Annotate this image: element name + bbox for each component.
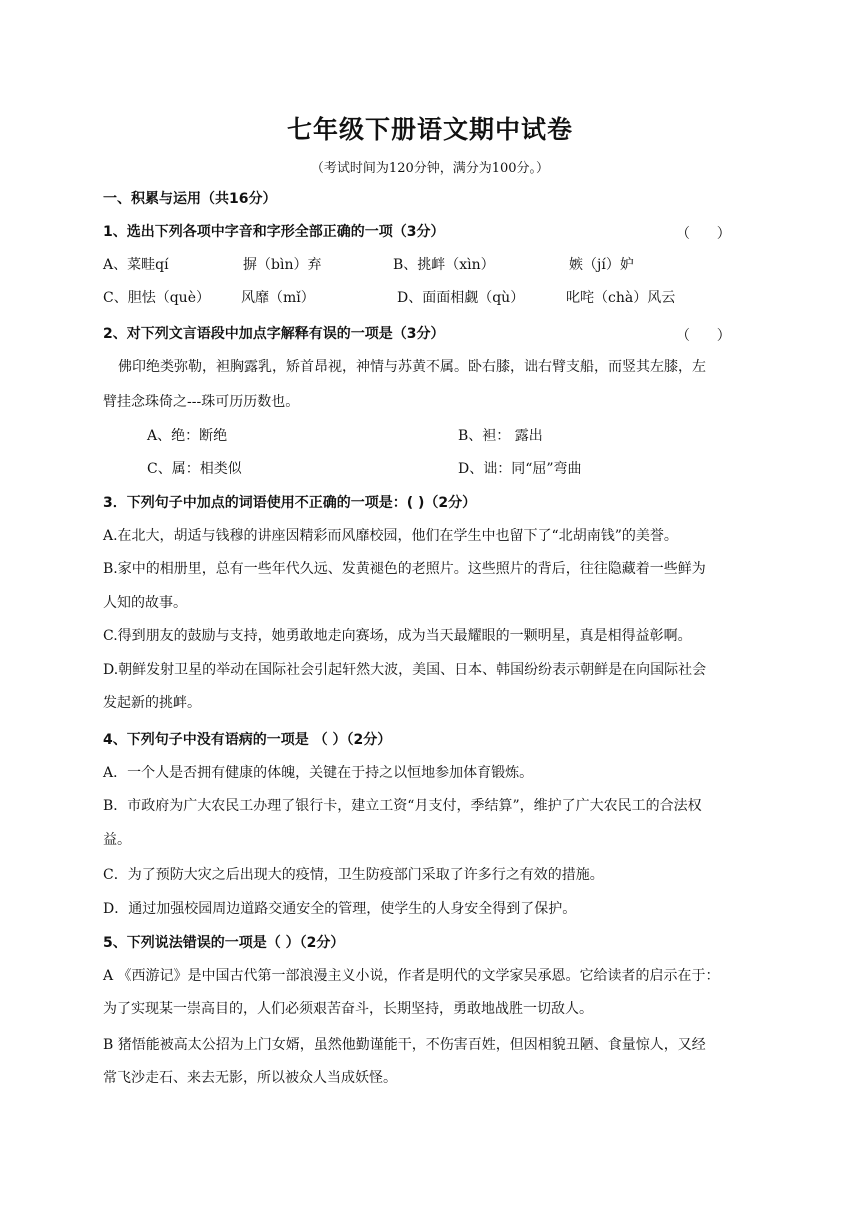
option-b-part2: 嫉（jí）妒: [569, 257, 634, 273]
option-b-line-2: 人知的故事。: [103, 595, 187, 611]
option-b-line-1: B．市政府为广大农民工办理了银行卡，建立工资“月支付，季结算”，维护了广大农民工的合法权: [103, 798, 702, 814]
option-b-part1: B、挑衅（xìn）: [393, 257, 495, 273]
option-b-line-2: 常飞沙走石、来去无影，所以被众人当成妖怪。: [103, 1070, 397, 1086]
option-b: B、袒： 露出: [458, 428, 543, 444]
answer-bracket: （ ）: [676, 226, 731, 242]
option-c: C．为了预防大灾之后出现大的疫情，卫生防疫部门采取了许多行之有效的措施。: [103, 867, 604, 883]
option-a: A．一个人是否拥有健康的体魄，关键在于持之以恒地参加体育锻炼。: [103, 765, 534, 781]
question-4-stem: 4、下列句子中没有语病的一项是 （ ）（2分）: [103, 732, 392, 748]
section-heading: 一、积累与运用（共16分）: [103, 191, 277, 207]
option-a-line-2: 为了实现某一崇高目的，人们必须艰苦奋斗，长期坚持，勇敢地战胜一切敌人。: [103, 1001, 593, 1017]
option-c: C.得到朋友的鼓励与支持，她勇敢地走向赛场，成为当天最耀眼的一颗明星，真是相得益彰啊。: [103, 628, 692, 644]
option-c: C、属：相类似: [147, 461, 242, 477]
option-d-part1: D、面面相觑（qù）: [397, 290, 525, 306]
option-a-part1: A、菜畦qí: [103, 257, 169, 273]
option-b-line-1: B 猪悟能被高太公招为上门女婿，虽然他勤谨能干，不伤害百姓，但因相貌丑陋、食量惊人，又经: [103, 1037, 706, 1053]
answer-bracket: （ ）: [676, 328, 731, 344]
option-b-line-1: B.家中的相册里，总有一些年代久远、发黄褪色的老照片。这些照片的背后，往往隐藏着一些鲜为: [103, 561, 706, 577]
option-c-part1: C、胆怯（què）: [103, 290, 210, 306]
question-2-stem: 2、对下列文言语段中加点字解释有误的一项是（3分）: [103, 326, 445, 342]
passage-line-2: 臂挂念珠倚之---珠可历历数也。: [103, 394, 300, 410]
question-5-stem: 5、下列说法错误的一项是（ ）（2分）: [103, 935, 345, 951]
option-d-line-2: 发起新的挑衅。: [103, 695, 201, 711]
passage-line-1: 佛印绝类弥勒，袒胸露乳，矫首昂视，神情与苏黄不属。卧右膝，诎右臂支船，而竖其左膝，左: [118, 359, 706, 375]
question-1-stem: 1、选出下列各项中字音和字形全部正确的一项（3分）: [103, 224, 445, 240]
exam-subtitle: （考试时间为120分钟，满分为100分。）: [310, 161, 550, 176]
option-d-line-1: D.朝鲜发射卫星的举动在国际社会引起轩然大波，美国、日本、韩国纷纷表示朝鲜是在向国际社会: [103, 662, 707, 678]
option-c-part2: 风靡（mǐ）: [241, 290, 315, 306]
option-a: A、绝：断绝: [147, 428, 228, 444]
question-3-stem: 3．下列句子中加点的词语使用不正确的一项是：( )（2分）: [103, 495, 477, 511]
page-title: 七年级下册语文期中试卷: [286, 115, 573, 144]
option-b-line-2: 益。: [103, 832, 131, 848]
option-a-part2: 摒（bìn）弃: [243, 257, 322, 273]
option-d-part2: 叱咤（chà）风云: [566, 290, 676, 306]
option-d: D．通过加强校园周边道路交通安全的管理，使学生的人身安全得到了保护。: [103, 901, 577, 917]
option-a-line-1: A 《西游记》是中国古代第一部浪漫主义小说，作者是明代的文学家吴承恩。它给读者的启示在于：: [103, 968, 720, 984]
option-d: D、诎：同“屈”弯曲: [458, 461, 582, 477]
option-a: A.在北大，胡适与钱穆的讲座因精彩而风靡校园，他们在学生中也留下了“北胡南钱”的美誉。: [103, 528, 678, 544]
